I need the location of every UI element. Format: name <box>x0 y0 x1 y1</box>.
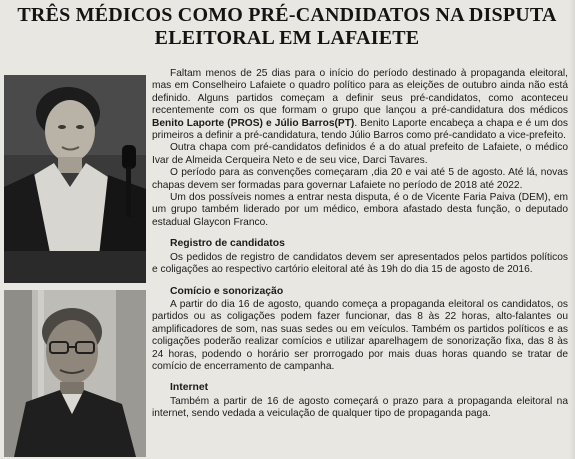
paragraph-2: Outra chapa com pré-candidatos definidos é a do atual prefeito de Lafaiete, o médico Ivar de Almeida Cerqueira Neto e de seu vice, Darci Tavares. <box>152 142 568 166</box>
subheading-registro: Registro de candidatos <box>170 238 285 250</box>
candidate-name-benito: Benito Laporte (PROS) <box>152 117 263 129</box>
paragraph-1-text-a: Faltam menos de 25 dias para o início do período destinado à propaganda eleitoral, mas em Conselheiro Lafaiete o quadro político para as eleições de outubro ainda não está definido. Alguns partidos começam a definir seus pré-candidatos, como aconteceu recentemente com os que formam o grupo que lançou a pré-candidatura dos médicos <box>152 68 568 117</box>
photo-man-with-glasses <box>4 290 146 457</box>
subheading-internet: Internet <box>170 382 209 394</box>
article-body <box>152 68 568 421</box>
photo-man-at-microphone-illustration <box>4 75 146 283</box>
conjunction: e <box>262 117 275 129</box>
paragraph-1 <box>152 68 568 142</box>
candidate-name-julio: Júlio Barros(PT) <box>274 117 355 129</box>
headline-line-2: ELEITORAL EM LAFAIETE <box>154 27 420 49</box>
paragraph-3: O período para as convenções começaram ,dia 20 e vai até 5 de agosto. Até lá, novas chapas devem ser formadas para governar Lafaiete no período de 2018 até 2022. <box>152 167 568 191</box>
page-edge-shadow <box>569 0 575 459</box>
paragraph-1-text-b: . Benito Laporte encabeça a chapa e é um dos primeiros a definir a pré-candidatura, tendo Júlio Barros como pré-candidato a vice-prefeito. <box>152 117 569 142</box>
headline <box>4 4 570 50</box>
subheading-comicio: Comício e sonorização <box>170 285 284 297</box>
photo-man-at-microphone <box>4 75 146 283</box>
paragraph-6: A partir do dia 16 de agosto, quando começa a propaganda eleitoral os candidatos, os partidos ou as coligações podem fazer funcionar, das 8 às 22 horas, alto-falantes ou amplificadores de som, nas suas sedes ou em veículos. Também os partidos políticos e as coligações poderão realizar comícios e utilizar aparelhagem de sonorização fixa, das 8 às 24 horas, podendo o horário ser prorrogado por mais duas horas quando se tratar de comício de encerramento de campanha. <box>152 298 568 372</box>
photo-man-with-glasses-illustration <box>4 290 146 457</box>
headline-line-1: TRÊS MÉDICOS COMO PRÉ-CANDIDATOS NA DISPUTA <box>17 4 557 26</box>
paragraph-4: Um dos possíveis nomes a entrar nesta disputa, é o de Vicente Faria Paiva (DEM), em um grupo também liderado por um médico, embora afastado desta função, o deputado estadual Glaycon Franco. <box>152 192 568 228</box>
paragraph-7: Também a partir de 16 de agosto começará o prazo para a propaganda eleitoral na internet, sendo vedada a veiculação de qualquer tipo de propaganda paga. <box>152 395 568 420</box>
paragraph-5: Os pedidos de registro de candidatos devem ser apresentados pelos partidos políticos e coligações ao respectivo cartório eleitoral até às 19h do dia 15 de agosto de 2016. <box>152 251 568 276</box>
